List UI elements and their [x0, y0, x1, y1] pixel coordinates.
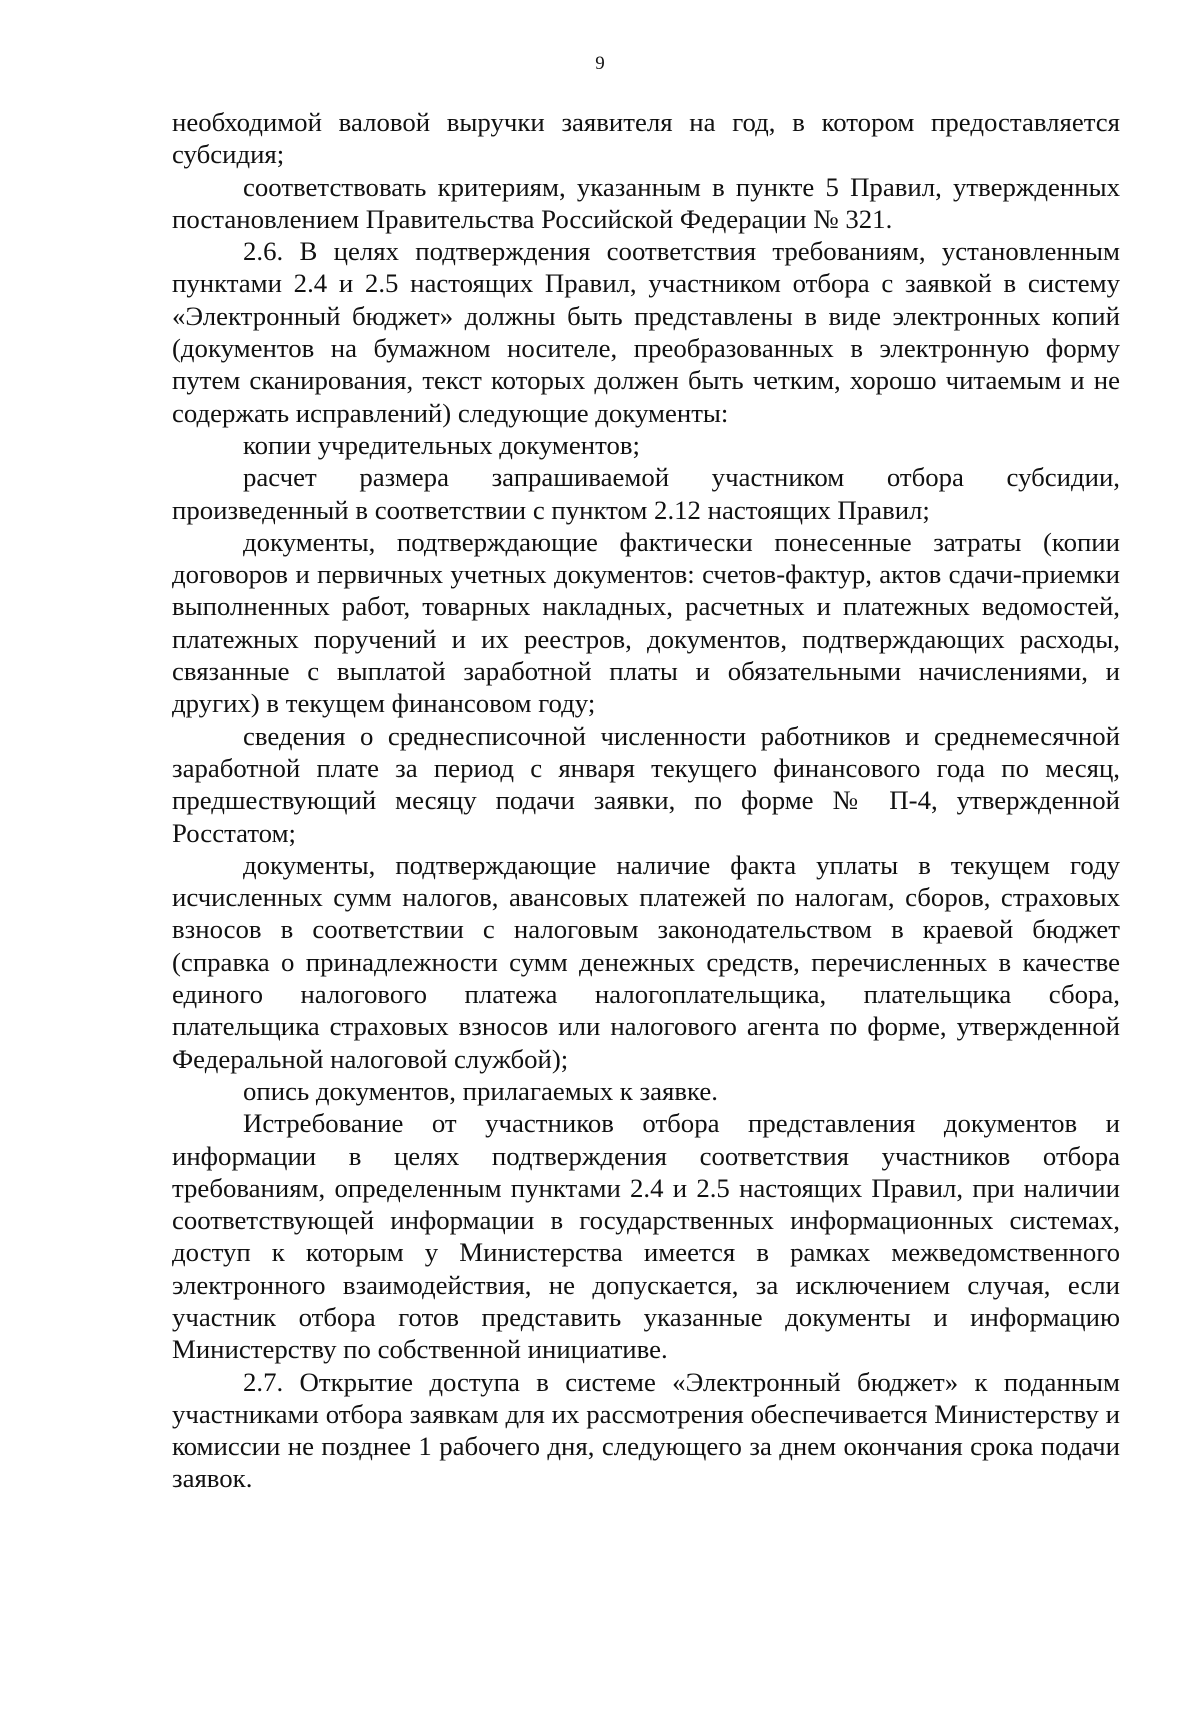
list-item-founding-documents: копии учредительных документов;: [243, 429, 640, 460]
paragraph-document-request-rule: Истребование от участников отбора представления документов и информации в целях подтверждения соответствия участников отбора требованиям, определенным пунктами 2.4 и 2.5 настоящих Правил, при наличии соответствующей информации в государственных информационных системах, доступ к которым у Министерства имеется в рамках межведомственного электронного взаимодействия, не допускается, за исключением случая, если участник отбора готов представить указанные документы и информацию Министерству по собственной инициативе.: [172, 1108, 1120, 1365]
document-body: [172, 106, 1120, 1495]
list-item-employee-information: сведения о среднесписочной численности работников и среднемесячной заработной плате за период с января текущего финансового года по месяц, предшествующий месяцу подачи заявки, по форме № П-4, утвержденной Росстатом;: [172, 720, 1120, 848]
paragraph-criteria: соответствовать критериям, указанным в пункте 5 Правил, утвержденных постановлением Правительства Российской Федерации № 321.: [172, 171, 1120, 234]
list-item-tax-payment-documents: документы, подтверждающие наличие факта уплаты в текущем году исчисленных сумм налогов, авансовых платежей по налогам, сборов, страховых взносов в соответствии с налоговым законодательством в краевой бюджет (справка о принадлежности сумм денежных средств, перечисленных в качестве единого налогового платежа налогоплательщика, плательщика сбора, плательщика страховых взносов или налогового агента по форме, утвержденной Федеральной налоговой службой);: [172, 849, 1120, 1074]
page-number: 9: [595, 53, 605, 74]
paragraph-2-7: 2.7. Открытие доступа в системе «Электронный бюджет» к поданным участниками отбора заявкам для их рассмотрения обеспечивается Министерству и комиссии не позднее 1 рабочего дня, следующего за днем окончания срока подачи заявок.: [172, 1366, 1120, 1494]
paragraph-continuation: необходимой валовой выручки заявителя на год, в котором предоставляется субсидия;: [172, 107, 1120, 170]
paragraph-2-6: 2.6. В целях подтверждения соответствия требованиям, установленным пунктами 2.4 и 2.5 настоящих Правил, участником отбора с заявкой в систему «Электронный бюджет» должны быть представлены в виде электронных копий (документов на бумажном носителе, преобразованных в электронную форму путем сканирования, текст которых должен быть четким, хорошо читаемым и не содержать исправлений) следующие документы:: [172, 236, 1120, 428]
list-item-subsidy-calculation: расчет размера запрашиваемой участником отбора субсидии, произведенный в соответствии с пунктом 2.12 настоящих Правил;: [172, 462, 1120, 525]
list-item-document-inventory: опись документов, прилагаемых к заявке.: [243, 1075, 718, 1106]
list-item-expense-documents: документы, подтверждающие фактически понесенные затраты (копии договоров и первичных учетных документов: счетов-фактур, актов сдачи-приемки выполненных работ, товарных накладных, расчетных и платежных ведомостей, платежных поручений и их реестров, документов, подтверждающих расходы, связанные с выплатой заработной платы и обязательными начислениями, и других) в текущем финансовом году;: [172, 526, 1120, 719]
